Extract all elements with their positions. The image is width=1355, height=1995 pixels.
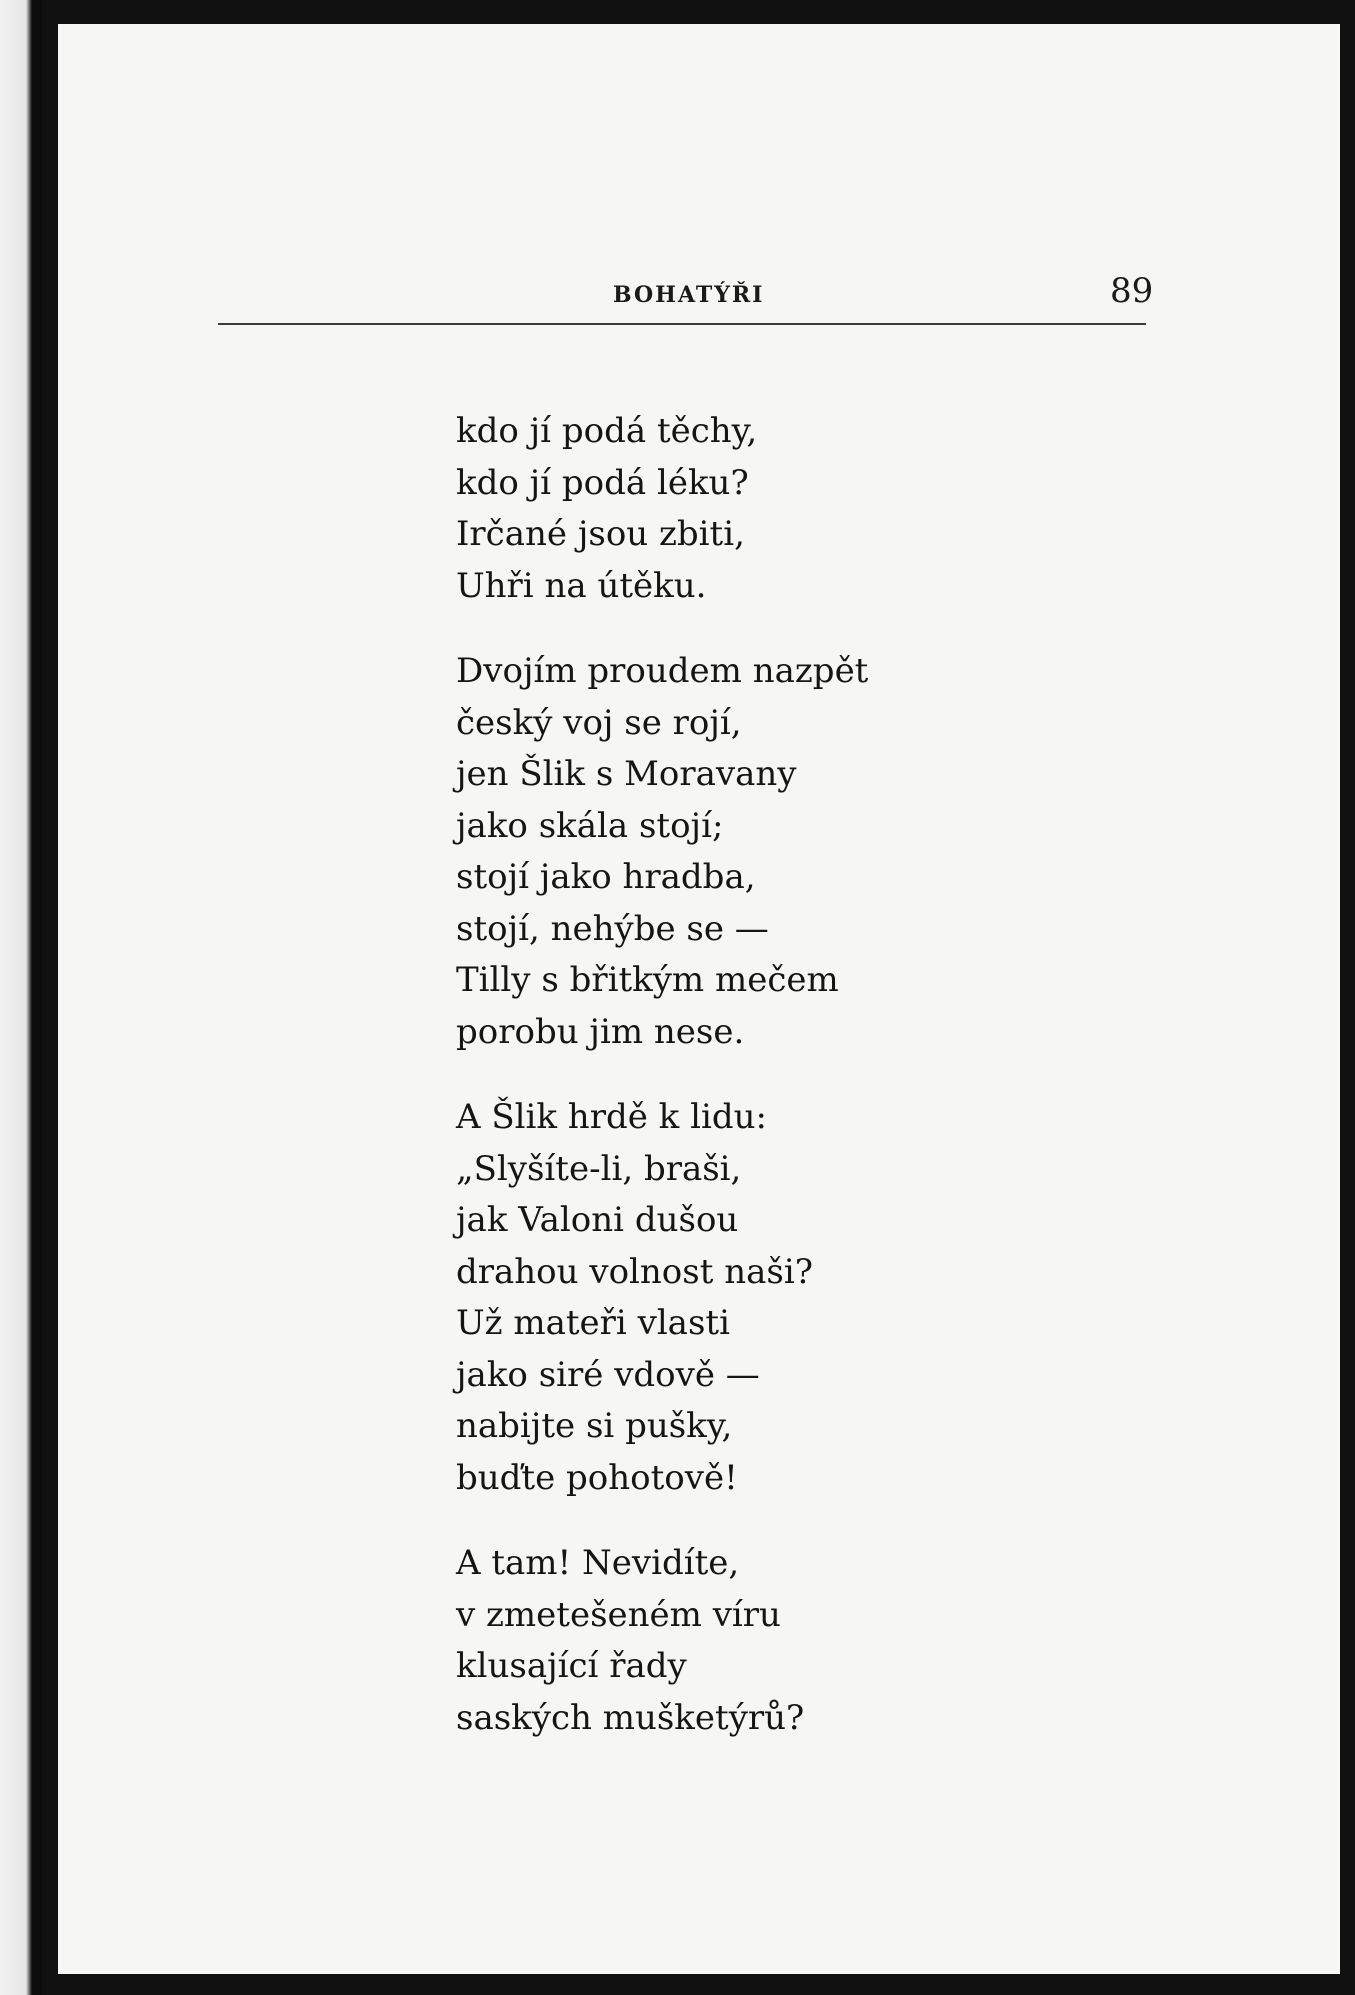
poem-line: jako skála stojí; bbox=[456, 805, 724, 846]
stanza-1 bbox=[456, 406, 868, 612]
page-number: 89 bbox=[1110, 271, 1154, 311]
poem-line: stojí jako hradba, bbox=[456, 857, 756, 897]
poem-line: kdo jí podá léku? bbox=[456, 462, 749, 503]
poem-line: jen Šlik s Moravany bbox=[456, 754, 797, 794]
poem-line: Už mateři vlasti bbox=[456, 1303, 730, 1343]
poem-line: A tam! Nevidíte, bbox=[456, 1543, 740, 1583]
poem-line: Tilly s břitkým mečem bbox=[456, 960, 839, 1000]
stanza-2 bbox=[456, 646, 868, 1058]
poem-line: saských mušketýrů? bbox=[456, 1697, 805, 1738]
binding-edge bbox=[0, 0, 42, 1995]
poem-line: „Slyšíte-li, braši, bbox=[456, 1148, 742, 1189]
poem-line: drahou volnost naši? bbox=[456, 1251, 813, 1292]
poem-line: buďte pohotově! bbox=[456, 1457, 738, 1498]
poem-line: Irčané jsou zbiti, bbox=[456, 514, 745, 554]
poem-line: jak Valoni dušou bbox=[456, 1200, 739, 1240]
poem-line: klusající řady bbox=[456, 1646, 687, 1686]
poem-line: český voj se rojí, bbox=[456, 702, 742, 743]
poem-line: v zmetešeném víru bbox=[456, 1594, 781, 1635]
book-page bbox=[58, 24, 1340, 1974]
header-rule bbox=[218, 323, 1146, 325]
poem-line: jako siré vdově — bbox=[456, 1354, 760, 1395]
poem-line: stojí, nehýbe se — bbox=[456, 908, 769, 949]
poem-line: kdo jí podá těchy, bbox=[456, 411, 758, 451]
poem-line: A Šlik hrdě k lidu: bbox=[456, 1097, 767, 1137]
poem bbox=[456, 406, 868, 1778]
stanza-3 bbox=[456, 1092, 868, 1504]
running-title: BOHATÝŘI bbox=[613, 282, 765, 308]
poem-line: nabijte si pušky, bbox=[456, 1406, 733, 1446]
poem-line: porobu jim nese. bbox=[456, 1011, 745, 1052]
stanza-4 bbox=[456, 1538, 868, 1744]
poem-line: Dvojím proudem nazpět bbox=[456, 651, 869, 691]
poem-line: Uhři na útěku. bbox=[456, 565, 707, 606]
